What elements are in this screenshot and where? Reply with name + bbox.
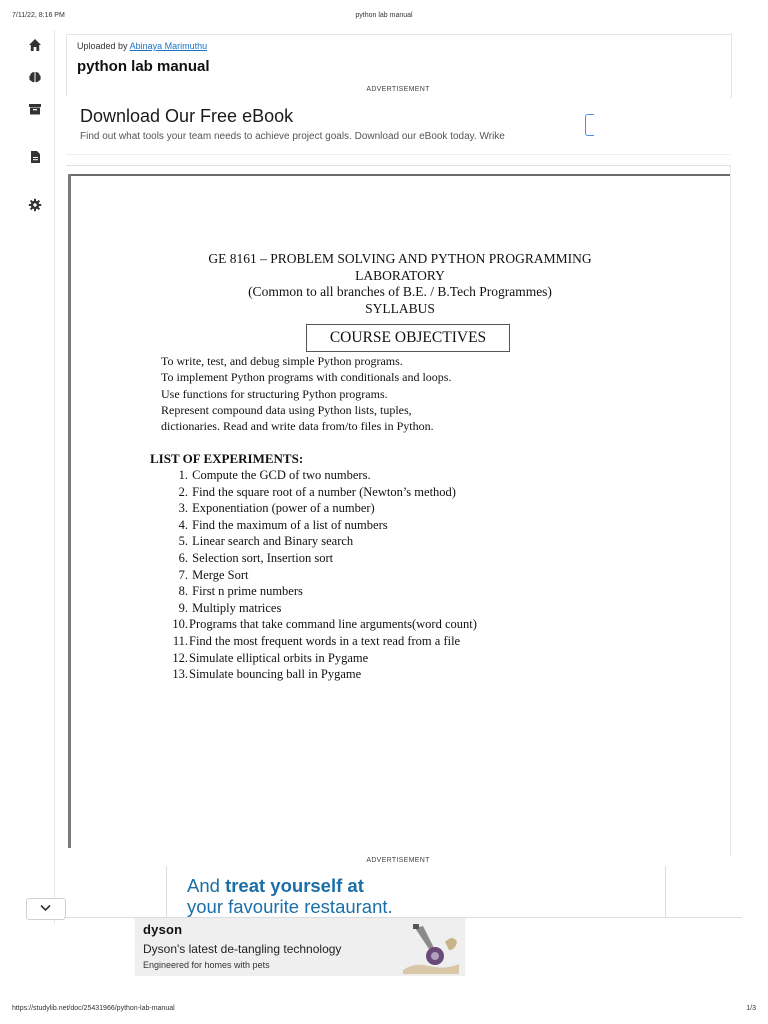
restaurant-ad[interactable] [166,866,666,918]
experiment-text: First n prime numbers [192,584,303,599]
experiment-text: Find the maximum of a list of numbers [192,517,388,532]
heading-line: (Common to all branches of B.E. / B.Tech Programmes) [248,284,552,299]
archive-icon[interactable] [28,102,42,116]
home-icon[interactable] [28,38,42,52]
dyson-ad[interactable] [135,918,465,976]
objective-line: To write, test, and debug simple Python programs. [161,354,403,368]
experiment-item [165,583,477,600]
objective-line: dictionaries. Read and write data from/to files in Python. [161,419,434,434]
gear-icon[interactable] [28,198,42,212]
experiment-number: 4. [178,517,188,532]
experiment-item [165,517,477,534]
syllabus-heading [140,251,660,317]
restaurant-ad-emphasis: treat yourself at [225,875,364,896]
document-icon[interactable] [28,150,42,164]
experiment-number: 5. [178,534,188,549]
document-title: python lab manual [77,58,210,75]
sidebar [12,30,55,924]
experiment-text: Find the square root of a number (Newton’s method) [192,484,456,499]
experiment-item [165,650,477,667]
uploaded-prefix: Uploaded by [77,41,128,51]
experiment-item [165,567,477,584]
experiment-number: 13. [172,667,188,682]
vacuum-image [395,920,463,974]
experiment-text: Linear search and Binary search [192,534,354,549]
restaurant-ad-line: your favourite restaurant. [187,896,393,917]
experiment-number: 9. [178,600,188,615]
dyson-ad-subtext: Engineered for homes with pets [143,960,270,970]
experiment-item [165,533,477,550]
print-title: python lab manual [355,12,413,19]
experiment-text: Simulate bouncing ball in Pygame [189,667,362,682]
course-objectives-title: COURSE OBJECTIVES [306,324,510,352]
experiment-text: Simulate elliptical orbits in Pygame [189,650,369,665]
objective-line: Represent compound data using Python lists, tuples, [161,402,412,417]
experiment-number: 6. [178,550,188,565]
experiment-number: 2. [178,484,188,499]
experiment-number: 7. [178,567,188,582]
ebook-ad-button[interactable] [585,114,594,136]
experiment-text: Exponentiation (power of a number) [192,501,375,516]
brain-icon[interactable] [28,70,42,84]
print-datetime: 7/11/22, 8:16 PM [12,12,65,19]
page-edge-left [68,174,71,848]
uploader-link[interactable]: Abinaya Marimuthu [129,41,208,51]
experiment-item [165,633,477,650]
experiment-item [165,550,477,567]
page-edge-top [68,174,730,176]
heading-line: LABORATORY [355,267,445,283]
experiment-item [165,484,477,501]
ad-label: ADVERTISEMENT [366,86,430,93]
experiment-number: 3. [178,501,188,516]
experiment-text: Multiply matrices [192,600,282,615]
restaurant-ad-prefix: And [187,875,226,896]
collapse-button[interactable] [26,898,66,920]
print-url: https://studylib.net/doc/25431966/python-lab-manual [12,1005,175,1012]
experiment-item [165,666,477,683]
experiment-item [165,500,477,517]
heading-line: SYLLABUS [365,300,435,316]
experiment-text: Compute the GCD of two numbers. [192,468,371,482]
experiment-text: Merge Sort [192,567,249,582]
objectives-list [161,353,451,434]
objective-line: Use functions for structuring Python programs. [161,386,388,401]
dyson-ad-headline: Dyson's latest de-tangling technology [143,942,342,956]
dyson-logo: dyson [143,922,183,937]
ebook-ad-text: Find out what tools your team needs to achieve project goals. Download our eBook today. Wrike [80,131,505,142]
experiment-number: 1. [178,468,188,482]
experiments-heading: LIST OF EXPERIMENTS: [150,451,304,466]
print-page-number: 1/3 [746,1005,756,1012]
uploaded-by [77,41,207,51]
ad-label: ADVERTISEMENT [366,857,430,864]
ebook-ad-headline[interactable]: Download Our Free eBook [80,106,294,126]
experiment-item [165,600,477,617]
experiment-item [165,467,477,484]
experiment-number: 11. [172,633,188,648]
experiment-text: Selection sort, Insertion sort [192,550,334,565]
experiment-number: 8. [178,584,188,599]
experiment-text: Programs that take command line arguments(word count) [189,617,477,632]
heading-line: GE 8161 – PROBLEM SOLVING AND PYTHON PROGRAMMING [208,251,592,266]
experiment-text: Find the most frequent words in a text read from a file [189,633,461,648]
restaurant-ad-line [187,875,364,897]
experiments-list [165,467,477,683]
ebook-ad[interactable] [66,96,730,155]
experiment-item [165,616,477,633]
experiment-number: 10. [172,617,188,632]
chevron-down-icon [40,904,51,912]
objective-line: To implement Python programs with conditionals and loops. [161,370,452,385]
experiment-number: 12. [172,650,188,665]
